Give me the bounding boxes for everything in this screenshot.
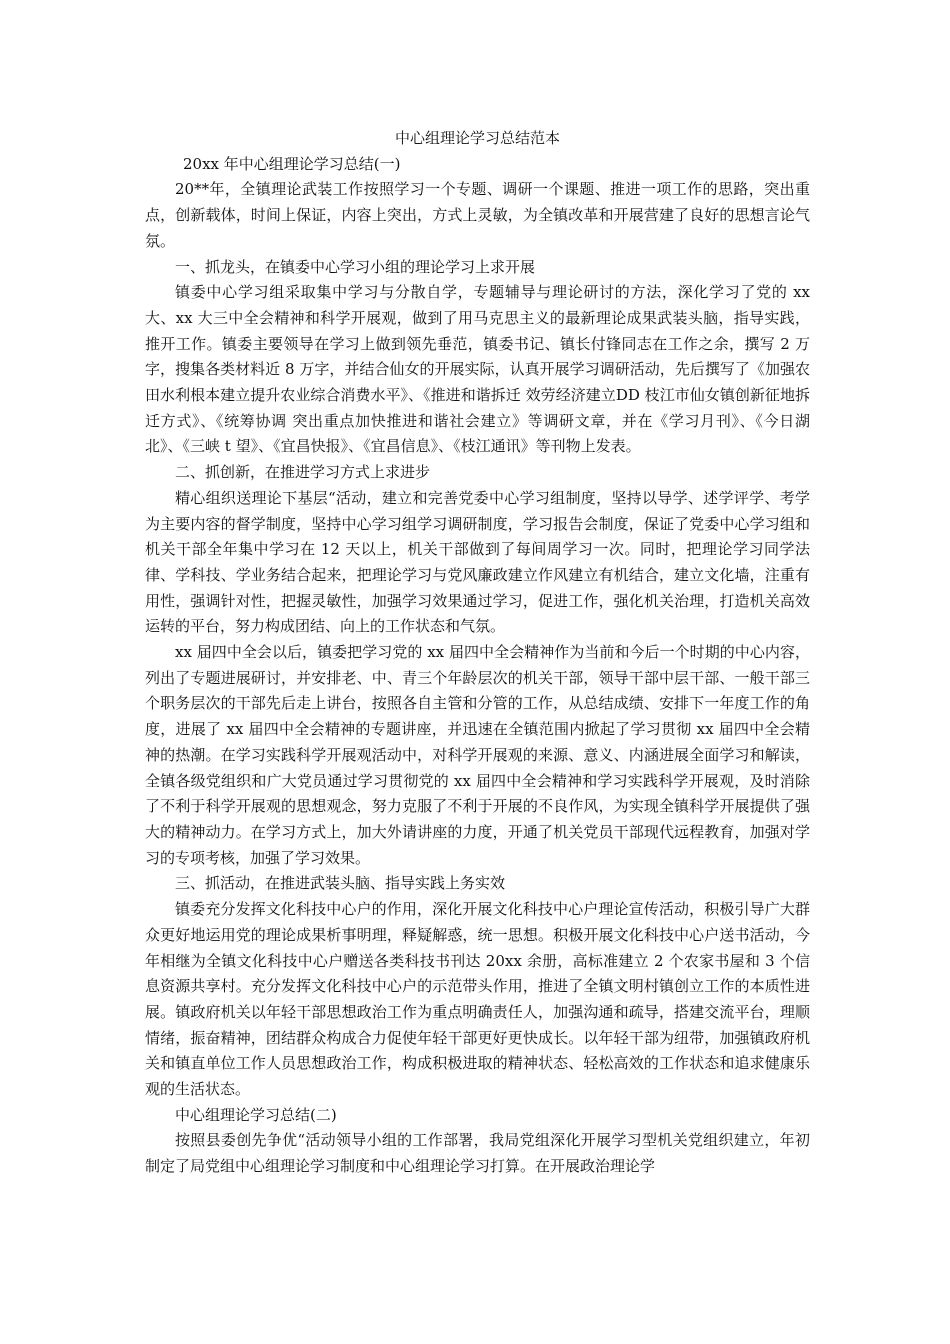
paragraph-section-2b: xx 届四中全会以后，镇委把学习党的 xx 届四中全会精神作为当前和今后一个时期的中心内容，列出了专题进展研讨，并安排老、中、青三个年龄层次的机关干部，领导干部中层干部、一般干部三个职务层次的干部先后走上讲台，按照各自主管和分管的工作，从总结成绩、安排下一年度工作的角度，进展了 xx 届四中全会精神的专题讲座，并迅速在全镇范围内掀起了学习贯彻 xx 届四中全会精神的热潮。在学习实践科学开展观活动中，对科学开展观的来源、意义、内涵进展全面学习和解读，全镇各级党组织和广大党员通过学习贯彻党的 xx 届四中全会精神和学习实践科学开展观，及时消除了不利于科学开展观的思想观念，努力克服了不利于开展的不良作风，为实现全镇科学开展提供了强大的精神动力。在学习方式上，加大外请讲座的力度，开通了机关党员干部现代远程教育，加强对学习的专项考核，加强了学习效果。 — [145, 643, 810, 867]
section-heading-2: 二、抓创新，在推进学习方式上求进步 — [175, 463, 431, 482]
section-heading-1: 一、抓龙头，在镇委中心学习小组的理论学习上求开展 — [175, 257, 536, 276]
section-subtitle-1: 20xx 年中心组理论学习总结(一) — [183, 154, 401, 173]
document-title: 中心组理论学习总结范本 — [394, 129, 560, 147]
paragraph-section-3: 镇委充分发挥文化科技中心户的作用，深化开展文化科技中心户理论宣传活动，积极引导广大群众更好地运用党的理论成果析事明理，释疑解惑，统一思想。积极开展文化科技中心户送书活动，今年相继为全镇文化科技中心户赠送各类科技书刊达 20xx 余册，高标准建立 2 个农家书屋和 3 个信息资源共享村。充分发挥文化科技中心户的示范带头作用，推进了全镇文明村镇创立工作的本质性进展。镇政府机关以年轻干部思想政治工作为重点明确责任人，加强沟通和疏导，搭建交流平台，理顺情绪，振奋精神，团结群众构成合力促使年轻干部更好更快成长。以年轻干部为纽带，加强镇政府机关和镇直单位工作人员思想政治工作，构成积极进取的精神状态、轻松高效的工作状态和追求健康乐观的生活状态。 — [145, 900, 810, 1099]
paragraph-section-1: 镇委中心学习组采取集中学习与分散自学，专题辅导与理论研讨的方法，深化学习了党的 xx 大、xx 大三中全会精神和科学开展观，做到了用马克思主义的最新理论成果武装头脑，指导实践，推开工作。镇委主要领导在学习上做到领先垂范，镇委书记、镇长付锋同志在工作之余，撰写 2 万字，搜集各类材料近 8 万字，并结合仙女的开展实际，认真开展学习调研活动，先后撰写了《加强农田水利根本建立提升农业综合消费水平》、《推进和谐拆迁 效劳经济建立DD 枝江市仙女镇创新征地拆迁方式》、《统筹协调 突出重点加快推进和谐社会建立》等调研文章，并在《学习月刊》、《今日湖北》、《三峡 t 望》、《宜昌快报》、《宜昌信息》、《枝江通讯》等刊物上发表。 — [145, 283, 810, 456]
paragraph-intro: 20**年，全镇理论武装工作按照学习一个专题、调研一个课题、推进一项工作的思路，突出重点，创新载体，时间上保证，内容上突出，方式上灵敏，为全镇改革和开展营建了良好的思想言论气氛。 — [145, 180, 810, 250]
paragraph-part-2-intro: 按照县委创先争优“活动领导小组的工作部署，我局党组深化开展学习型机关党组织建立，年初制定了局党组中心组理论学习制度和中心组理论学习打算。在开展政治理论学 — [145, 1131, 810, 1176]
paragraph-section-2a: 精心组织送理论下基层“活动，建立和完善党委中心学习组制度，坚持以导学、述学评学、考学为主要内容的督学制度，坚持中心学习组学习调研制度，学习报告会制度，保证了党委中心学习组和机关干部全年集中学习在 12 天以上，机关干部做到了每间周学习一次。同时，把理论学习同学法律、学科技、学业务结合起来，把理论学习与党风廉政建立作风建立有机结合，建立文化墙，注重有用性，强调针对性，把握灵敏性，加强学习效果通过学习，促进工作，强化机关治理，打造机关高效运转的平台，努力构成团结、向上的工作状态和气氛。 — [145, 488, 810, 636]
section-subtitle-2: 中心组理论学习总结(二) — [175, 1105, 337, 1124]
document-page — [145, 126, 810, 1180]
section-heading-3: 三、抓活动，在推进武装头脑、指导实践上务实效 — [175, 874, 506, 893]
